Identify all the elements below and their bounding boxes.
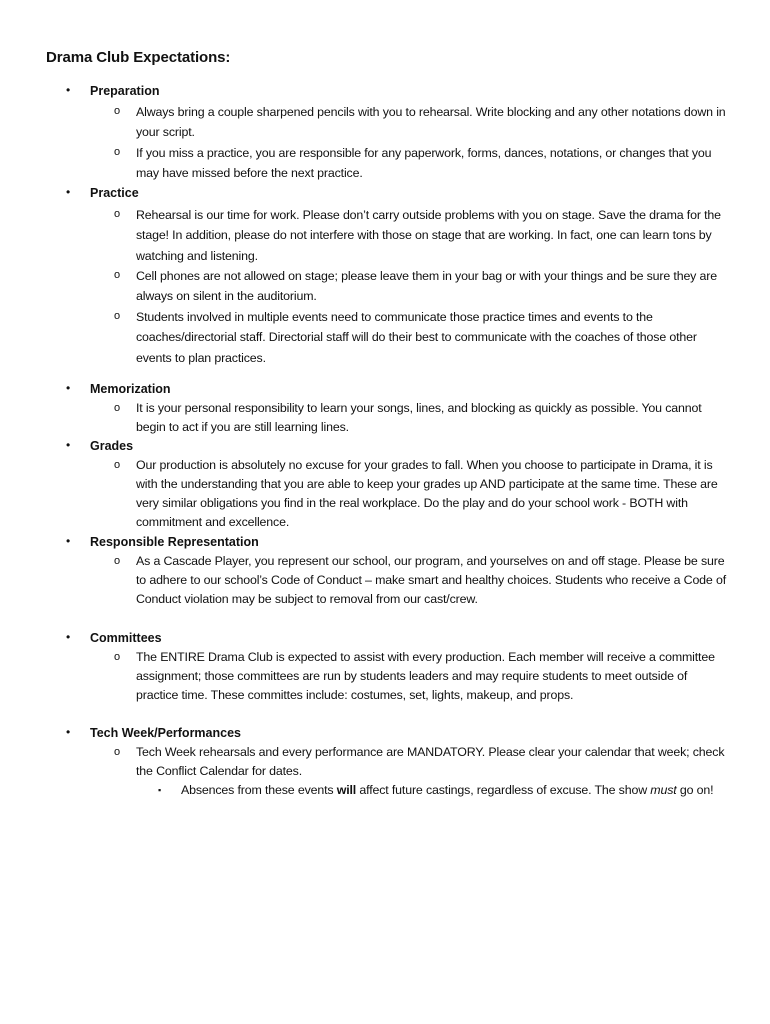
sub-bullet-marker: o — [114, 146, 121, 158]
subitem-text-part3: go on! — [676, 783, 714, 797]
sub-bullet-marker: o — [114, 651, 121, 663]
list-item: If you miss a practice, you are responsible for any paperwork, forms, dances, notations, or changes that you may have missed before the next practice. — [136, 146, 712, 181]
sub-bullet-marker: o — [114, 269, 121, 281]
section-heading: Preparation — [90, 84, 160, 98]
square-bullet-marker: ▪ — [158, 785, 162, 795]
list-item: Students involved in multiple events need to communicate those practice times and events to the coaches/directorial staff. Directorial staff will do their best to communicate with the coaches of those other events to plan practices. — [136, 310, 697, 365]
bullet-marker: • — [66, 83, 71, 97]
bullet-marker: • — [66, 534, 71, 548]
subitem-italic-text: must — [650, 783, 677, 797]
list-item: It is your personal responsibility to learn your songs, lines, and blocking as quickly as possible. You cannot begin to act if you are still learning lines. — [136, 401, 702, 434]
document-title: Drama Club Expectations: — [46, 49, 231, 66]
subitem-bold-text: will — [336, 783, 357, 797]
section-heading: Responsible Representation — [90, 535, 259, 549]
list-item: Tech Week rehearsals and every performance are MANDATORY. Please clear your calendar that week; check the Conflict Calendar for dates. — [136, 745, 725, 778]
section-heading: Practice — [90, 186, 139, 200]
sub-bullet-marker: o — [114, 746, 121, 758]
section-heading: Tech Week/Performances — [90, 726, 241, 740]
bullet-marker: • — [66, 725, 71, 739]
sub-bullet-marker: o — [114, 459, 121, 471]
subitem-text-part1: Absences from these events — [181, 783, 337, 797]
list-item: As a Cascade Player, you represent our school, our program, and yourselves on and off stage. Please be sure to adhere to our school’s Code of Conduct – make smart and healthy choices. Students who receive a Code of Conduct violation may be subject to removal from our cast/crew. — [136, 554, 726, 606]
sub-bullet-marker: o — [114, 105, 121, 117]
section-heading: Memorization — [90, 382, 171, 396]
list-item: Our production is absolutely no excuse for your grades to fall. When you choose to participate in Drama, it is with the understanding that you are able to keep your grades up AND participate at the same time. These are very similar obligations you find in the real workplace. Do the play and do your school work - BOTH with commitment and excellence. — [136, 458, 718, 529]
sub-bullet-marker: o — [114, 208, 121, 220]
list-item: Rehearsal is our time for work. Please don’t carry outside problems with you on stage. Save the drama for the stage! In addition, please do not interfere with those on stage that are working. In fact, one can learn tons by watching and listening. — [136, 208, 721, 263]
sub-list-item — [181, 781, 726, 800]
bullet-marker: • — [66, 185, 71, 199]
sub-bullet-marker: o — [114, 555, 121, 567]
section-heading: Grades — [90, 439, 134, 453]
section-heading: Committees — [90, 631, 162, 645]
list-item: Cell phones are not allowed on stage; please leave them in your bag or with your things and be sure they are always on silent in the auditorium. — [136, 269, 717, 304]
list-item: The ENTIRE Drama Club is expected to assist with every production. Each member will receive a committee assignment; those committees are run by students leaders and may require students to meet outside of practice time. These committes include: costumes, set, lights, makeup, and props. — [136, 650, 715, 702]
list-item: Always bring a couple sharpened pencils with you to rehearsal. Write blocking and any other notations down in your script. — [136, 105, 726, 140]
sub-bullet-marker: o — [114, 310, 121, 322]
subitem-text-part2: affect future castings, regardless of excuse. The show — [356, 783, 651, 797]
bullet-marker: • — [66, 630, 71, 644]
bullet-marker: • — [66, 438, 71, 452]
sub-bullet-marker: o — [114, 402, 121, 414]
bullet-marker: • — [66, 381, 71, 395]
